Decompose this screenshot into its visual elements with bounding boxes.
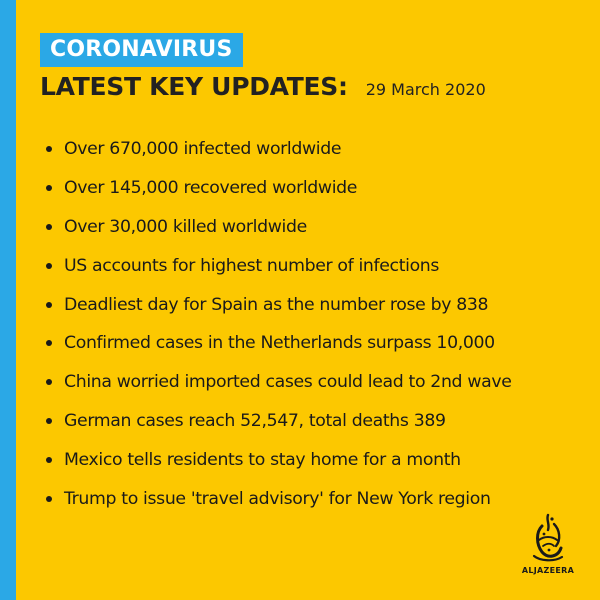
updates-list	[40, 130, 590, 518]
list-item	[40, 402, 590, 441]
bullet-icon	[46, 496, 52, 502]
list-item	[40, 246, 590, 285]
bullet-icon	[46, 457, 52, 463]
aljazeera-calligraphy-logo-icon	[528, 512, 568, 564]
bullet-icon	[46, 263, 52, 269]
list-item	[40, 208, 590, 247]
update-text: US accounts for highest number of infections	[64, 255, 440, 276]
left-accent-bar	[0, 0, 16, 600]
logo-wordmark: ALJAZEERA	[521, 566, 575, 575]
list-item	[40, 440, 590, 479]
update-text: Trump to issue 'travel advisory' for New York region	[64, 488, 491, 509]
list-item	[40, 130, 590, 169]
update-text: Over 670,000 infected worldwide	[64, 139, 342, 160]
update-text: Confirmed cases in the Netherlands surpass 10,000	[64, 333, 495, 354]
aljazeera-logo	[520, 512, 576, 584]
list-item	[40, 363, 590, 402]
list-item	[40, 479, 590, 518]
update-text: Deadliest day for Spain as the number rose by 838	[64, 294, 489, 315]
bullet-icon	[46, 379, 52, 385]
headline-row	[40, 72, 486, 101]
update-date: 29 March 2020	[365, 80, 486, 99]
list-item	[40, 285, 590, 324]
bullet-icon	[46, 224, 52, 230]
topic-tag: CORONAVIRUS	[40, 33, 243, 67]
update-text: German cases reach 52,547, total deaths 389	[64, 410, 446, 431]
list-item	[40, 169, 590, 208]
list-item	[40, 324, 590, 363]
bullet-icon	[46, 146, 52, 152]
update-text: China worried imported cases could lead to 2nd wave	[64, 372, 512, 393]
headline: LATEST KEY UPDATES:	[40, 72, 348, 101]
bullet-icon	[46, 340, 52, 346]
update-text: Over 145,000 recovered worldwide	[64, 178, 358, 199]
bullet-icon	[46, 302, 52, 308]
update-text: Over 30,000 killed worldwide	[64, 216, 307, 237]
bullet-icon	[46, 185, 52, 191]
bullet-icon	[46, 418, 52, 424]
update-text: Mexico tells residents to stay home for a month	[64, 449, 461, 470]
